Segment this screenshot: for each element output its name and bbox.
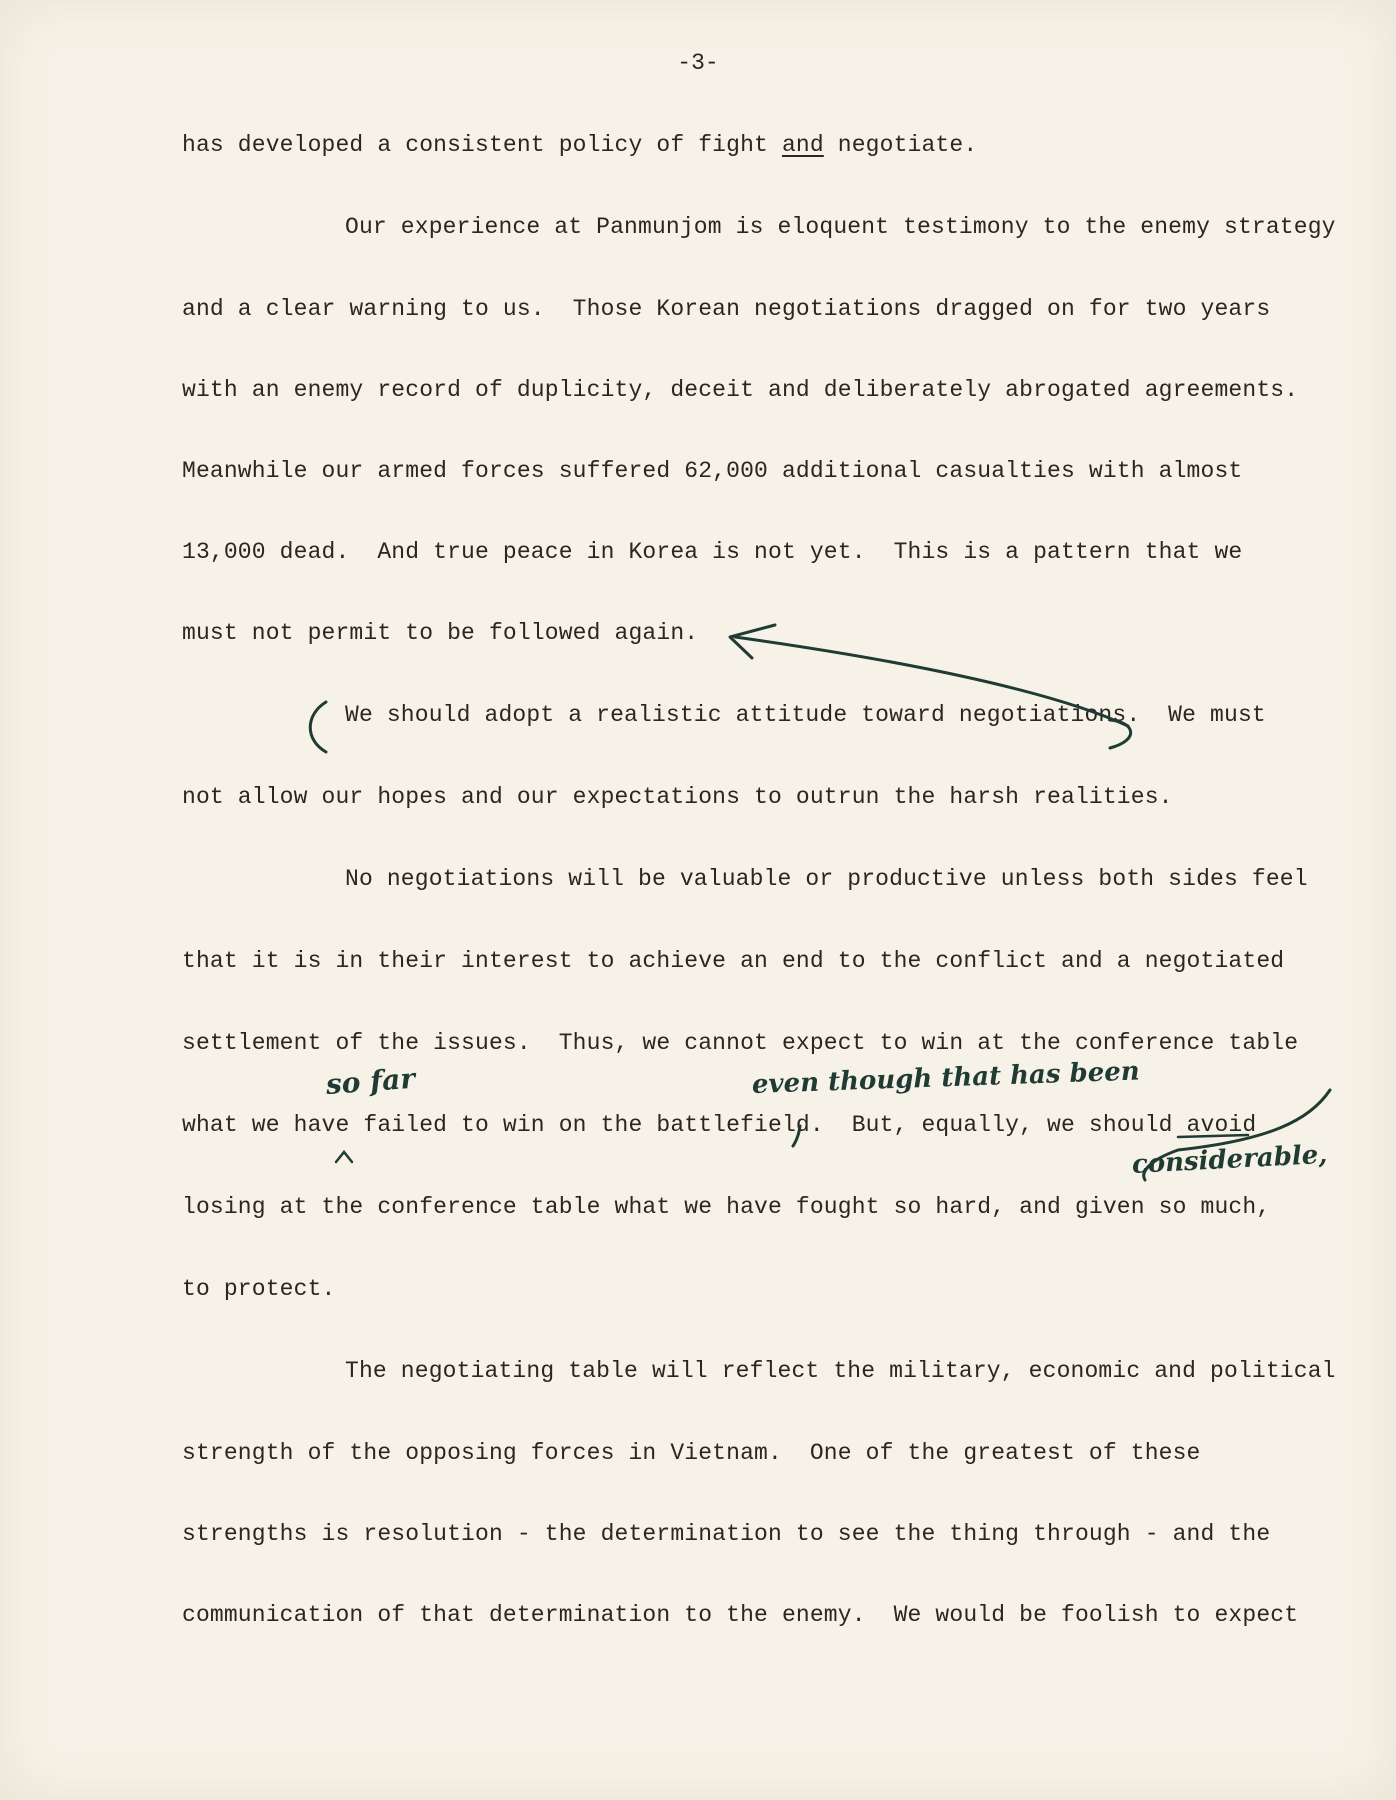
open-paren-mark bbox=[310, 702, 326, 752]
text-line-4: with an enemy record of duplicity, deceit and deliberately abrogated agreements. bbox=[182, 377, 1299, 403]
text-line-18: strengths is resolution - the determination to see the thing through - and the bbox=[182, 1521, 1271, 1547]
text-line-9: not allow our hopes and our expectations to outrun the harsh realities. bbox=[182, 784, 1173, 810]
text-line-14: losing at the conference table what we have fought so hard, and given so much, bbox=[182, 1194, 1271, 1220]
text-line-1-post: negotiate. bbox=[823, 132, 978, 158]
handwritten-insert-even-though: even though that has been bbox=[751, 1056, 1141, 1100]
text-line-15: to protect. bbox=[182, 1276, 336, 1302]
text-line-12: settlement of the issues. Thus, we cannot expect to win at the conference table bbox=[182, 1030, 1299, 1056]
handwritten-insert-considerable: considerable, bbox=[1131, 1139, 1329, 1180]
text-line-7: must not permit to be followed again. bbox=[182, 620, 699, 646]
text-line-6: 13,000 dead. And true peace in Korea is not yet. This is a pattern that we bbox=[182, 539, 1243, 565]
text-line-11: that it is in their interest to achieve an end to the conflict and a negotiated bbox=[182, 948, 1285, 974]
text-line-8: We should adopt a realistic attitude toward negotiations. We must bbox=[345, 702, 1266, 728]
handwritten-insert-so-far: so far bbox=[324, 1061, 417, 1101]
text-line-1 bbox=[182, 131, 977, 159]
text-line-1-pre: has developed a consistent policy of fight bbox=[182, 132, 782, 158]
text-line-17: strength of the opposing forces in Vietnam. One of the greatest of these bbox=[182, 1440, 1201, 1466]
insert-caret-1 bbox=[336, 1152, 352, 1162]
text-line-10: No negotiations will be valuable or productive unless both sides feel bbox=[345, 866, 1308, 892]
underlined-word-and: and bbox=[781, 132, 824, 158]
page-number: -3- bbox=[677, 50, 719, 76]
text-line-19: communication of that determination to the enemy. We would be foolish to expect bbox=[182, 1602, 1299, 1628]
text-line-3: and a clear warning to us. Those Korean negotiations dragged on for two years bbox=[182, 296, 1271, 322]
text-line-2: Our experience at Panmunjom is eloquent testimony to the enemy strategy bbox=[345, 214, 1336, 240]
text-line-5: Meanwhile our armed forces suffered 62,000 additional casualties with almost bbox=[182, 458, 1243, 484]
text-line-13: what we have failed to win on the battlefield. But, equally, we should avoid bbox=[182, 1112, 1257, 1138]
text-line-16: The negotiating table will reflect the military, economic and political bbox=[345, 1358, 1336, 1384]
move-arrow-head bbox=[730, 625, 775, 658]
